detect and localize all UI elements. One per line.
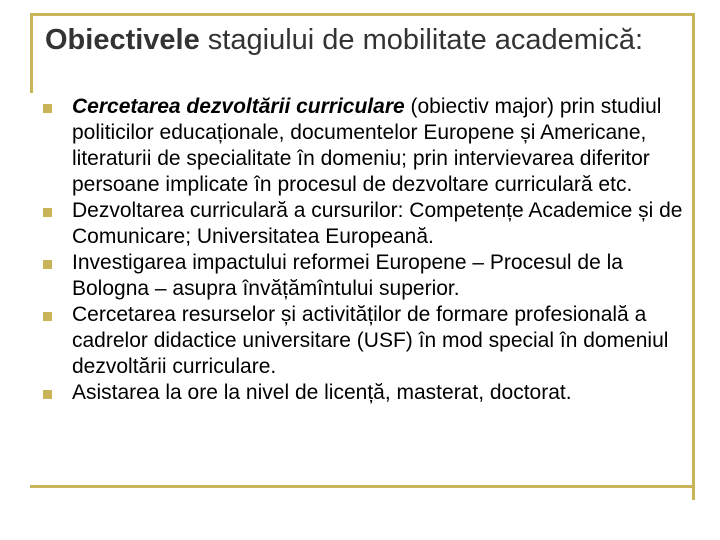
list-item	[40, 250, 690, 302]
item-emphasis: Cercetarea dezvoltării curriculare	[72, 95, 405, 118]
square-bullet-icon	[43, 312, 52, 321]
frame-bottom-line	[30, 485, 695, 488]
list-item	[40, 302, 690, 380]
square-bullet-icon	[43, 390, 52, 399]
item-text: Investigarea impactului reformei Europene – Procesul de la Bologna – asupra învățămîntului superior.	[72, 251, 623, 300]
square-bullet-icon	[43, 260, 52, 269]
slide-title	[45, 22, 685, 58]
slide-title-rest: stagiului de mobilitate academică:	[199, 24, 644, 56]
objectives-list	[40, 94, 690, 406]
list-item	[40, 198, 690, 250]
frame-right-line	[692, 13, 695, 500]
item-text: (obiectiv major) prin studiul politicilor educaționale, documentelor Europene și Americane, literaturii de specialitate în domeniu; prin intervievarea diferitor persoane implicate în procesul de dezvoltare curriculară etc.	[72, 95, 662, 196]
frame-top-line	[30, 13, 695, 16]
list-item	[40, 380, 690, 406]
item-text: Asistarea la ore la nivel de licență, masterat, doctorat.	[72, 381, 572, 404]
list-item	[40, 94, 690, 198]
item-text: Dezvoltarea curriculară a cursurilor: Competențe Academice și de Comunicare; Universitatea Europeană.	[72, 199, 683, 248]
item-text: Cercetarea resurselor și activităților de formare profesională a cadrelor didactice universitare (USF) în mod special în domeniul dezvoltării curriculare.	[72, 303, 669, 378]
square-bullet-icon	[43, 208, 52, 217]
frame-left-line	[30, 13, 33, 93]
square-bullet-icon	[43, 104, 52, 113]
slide-title-bold: Obiectivele	[45, 24, 200, 56]
